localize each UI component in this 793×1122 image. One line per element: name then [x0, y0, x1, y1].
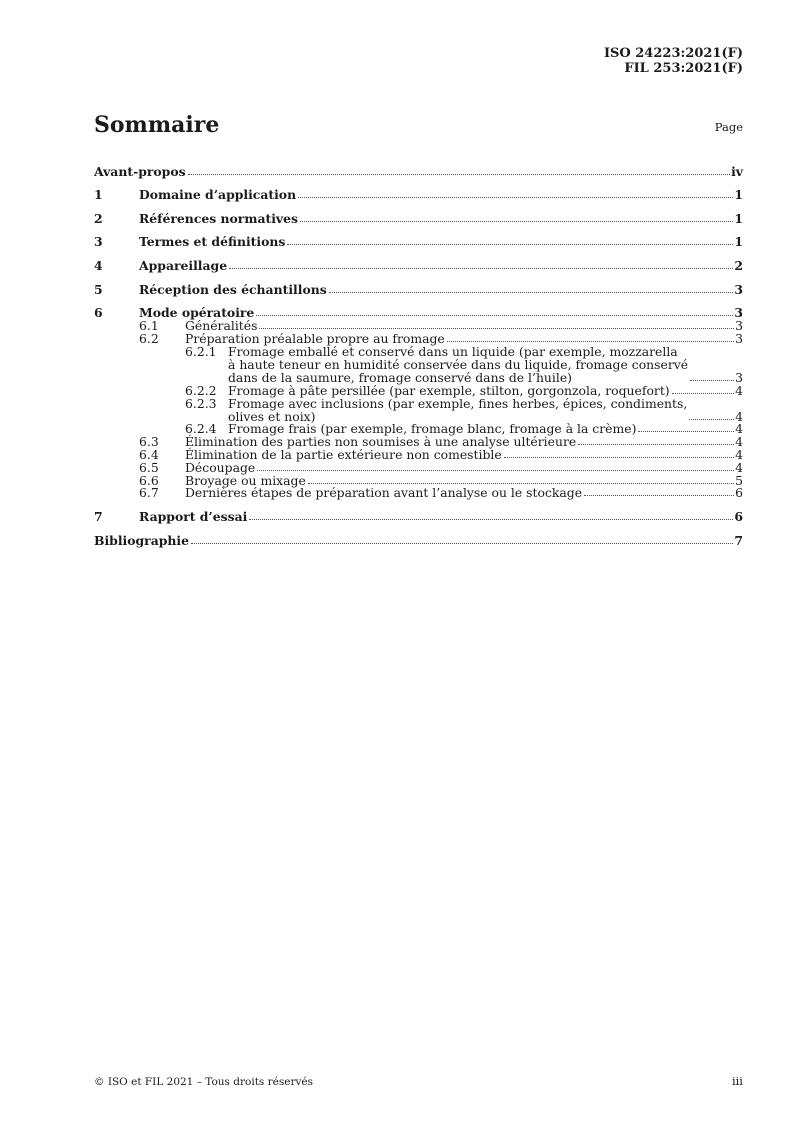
toc-entry-page: 7	[734, 532, 743, 548]
toc-entry-page: 4	[735, 408, 743, 424]
toc-entry-label-line: olives et noix)	[228, 408, 316, 424]
toc-entry-page: 5	[735, 472, 743, 488]
dot-leader	[308, 483, 734, 484]
dot-leader	[329, 292, 734, 293]
toc-entry-label-line: Fromage avec inclusions (par exemple, fines herbes, épices, condiments,	[228, 395, 688, 411]
page-title: Sommaire	[94, 112, 220, 138]
toc-entry-label: Termes et définitions	[139, 234, 286, 250]
toc-entry-page: 1	[734, 234, 743, 250]
toc-entry-page: 4	[735, 382, 743, 398]
page-number: iii	[731, 1074, 743, 1088]
toc-entry-page: 1	[734, 187, 743, 203]
toc-entry-label: Généralités	[185, 317, 258, 333]
toc-entry-4[interactable]	[94, 248, 743, 272]
dot-leader	[447, 341, 734, 342]
table-of-contents	[94, 154, 743, 547]
dot-leader	[229, 268, 733, 269]
toc-entry-label: Dernières étapes de préparation avant l’analyse ou le stockage	[185, 485, 583, 501]
toc-entry-bibliography[interactable]	[94, 523, 743, 547]
toc-entry-label: Bibliographie	[94, 532, 190, 548]
toc-entry-6-5[interactable]	[94, 461, 743, 474]
toc-entry-label	[228, 345, 688, 384]
toc-entry-text-block	[228, 397, 743, 423]
toc-entry-foreword[interactable]	[94, 154, 743, 178]
toc-entry-page: 3	[734, 305, 743, 321]
toc-entry-number: 4	[94, 257, 103, 273]
toc-entry-number: 6.2	[139, 330, 159, 346]
toc-entry-1[interactable]	[94, 178, 743, 202]
toc-entry-page: 3	[734, 281, 743, 297]
standard-number-fil: FIL 253:2021(F)	[624, 61, 743, 76]
toc-entry-page: 3	[735, 330, 743, 346]
dot-leader	[259, 328, 734, 329]
toc-entry-3[interactable]	[94, 225, 743, 249]
toc-entry-label: Fromage à pâte persillée (par exemple, stilton, gorgonzola, roquefort)	[228, 382, 670, 398]
toc-entry-number: 6.2.4	[185, 421, 217, 437]
toc-entry-6-2-1[interactable]	[94, 345, 743, 384]
toc-entry-label: Rapport d’essai	[139, 508, 248, 524]
toc-entry-page: 4	[735, 434, 743, 450]
dot-leader	[584, 495, 734, 496]
toc-entry-label: Références normatives	[139, 210, 298, 226]
toc-entry-label: Broyage ou mixage	[185, 472, 306, 488]
toc-entry-page: 3	[735, 369, 743, 385]
dot-leader	[690, 380, 734, 381]
standard-number-iso: ISO 24223:2021(F)	[603, 46, 743, 61]
toc-entry-6-7[interactable]	[94, 487, 743, 500]
dot-leader	[300, 221, 733, 222]
toc-entry-2[interactable]	[94, 201, 743, 225]
toc-entry-page: 4	[735, 459, 743, 475]
toc-entry-6-2-2[interactable]	[94, 384, 743, 397]
toc-entry-5[interactable]	[94, 272, 743, 296]
toc-entry-6[interactable]	[94, 296, 743, 320]
toc-entry-number: 6.6	[139, 472, 159, 488]
toc-entry-page: 4	[735, 421, 743, 437]
dot-leader	[672, 393, 734, 394]
dot-leader	[256, 315, 733, 316]
toc-entry-number: 3	[94, 234, 103, 250]
toc-entry-number: 1	[94, 187, 103, 203]
toc-entry-page: 4	[735, 446, 743, 462]
toc-entry-label-line: dans de la saumure, fromage conservé dans de l’huile)	[228, 369, 573, 385]
toc-entry-number: 7	[94, 508, 103, 524]
toc-entry-6-2-3[interactable]	[94, 397, 743, 423]
dot-leader	[188, 174, 731, 175]
dot-leader	[578, 444, 734, 445]
toc-entry-page: 3	[735, 317, 743, 333]
toc-entry-label: Fromage frais (par exemple, fromage blanc, fromage à la crème)	[228, 421, 637, 437]
dot-leader	[191, 543, 733, 544]
toc-entry-page: 6	[734, 508, 743, 524]
dot-leader	[298, 197, 733, 198]
dot-leader	[257, 470, 734, 471]
toc-entry-number: 6.5	[139, 459, 159, 475]
document-header	[604, 46, 743, 76]
toc-entry-label-line: à haute teneur en humidité conservée dans du liquide, fromage conservé	[228, 356, 689, 372]
toc-entry-number: 6	[94, 305, 103, 321]
toc-entry-label: Mode opératoire	[139, 305, 255, 321]
toc-entry-number: 6.2.2	[185, 382, 217, 398]
toc-entry-7[interactable]	[94, 499, 743, 523]
toc-entry-number: 2	[94, 210, 103, 226]
dot-leader	[689, 419, 734, 420]
dot-leader	[249, 519, 733, 520]
toc-entry-page: 6	[735, 485, 743, 501]
toc-entry-label: Découpage	[185, 459, 256, 475]
toc-entry-number: 6.4	[139, 446, 159, 462]
copyright-notice: © ISO et FIL 2021 – Tous droits réservés	[94, 1076, 314, 1088]
toc-entry-label: Élimination des parties non soumises à une analyse ultérieure	[185, 434, 577, 450]
toc-entry-label: Appareillage	[139, 257, 228, 273]
toc-entry-page: 2	[734, 257, 743, 273]
toc-entry-6-2[interactable]	[94, 332, 743, 345]
dot-leader	[638, 431, 734, 432]
toc-entry-label: Élimination de la partie extérieure non comestible	[185, 446, 502, 462]
toc-entry-number: 6.1	[139, 317, 159, 333]
page-column-label: Page	[714, 120, 743, 134]
dot-leader	[287, 244, 733, 245]
toc-entry-label: Domaine d’application	[139, 187, 297, 203]
toc-entry-label: Avant-propos	[94, 163, 186, 179]
toc-entry-number: 6.7	[139, 485, 159, 501]
toc-entry-label-line: Fromage emballé et conservé dans un liquide (par exemple, mozzarella	[228, 343, 678, 359]
toc-entry-label: Préparation préalable propre au fromage	[185, 330, 445, 346]
toc-entry-number: 6.2.1	[185, 343, 217, 359]
toc-entry-number: 6.3	[139, 434, 159, 450]
toc-entry-number: 6.2.3	[185, 395, 217, 411]
toc-entry-label	[228, 397, 687, 423]
toc-entry-page: 1	[734, 210, 743, 226]
toc-entry-number: 5	[94, 281, 103, 297]
toc-entry-text-block	[228, 345, 743, 384]
toc-entry-label: Réception des échantillons	[139, 281, 327, 297]
toc-entry-page: iv	[731, 163, 743, 179]
dot-leader	[504, 457, 734, 458]
